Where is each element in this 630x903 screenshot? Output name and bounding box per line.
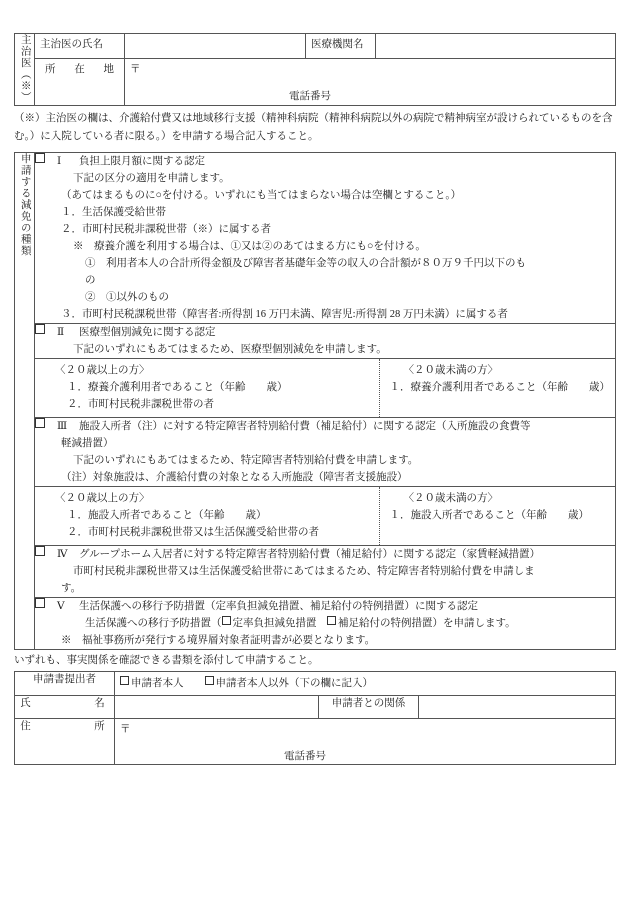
claim-item-3-right-heading: 〈２０歳未満の方〉 (403, 492, 498, 504)
claim-item-5-apply-opt2: 補足給付の特例措置 (338, 617, 433, 629)
claim-item-1-numeral: Ⅰ (57, 155, 62, 167)
doctor-name-value-cell[interactable] (125, 34, 306, 59)
applicant-address-label-cell (15, 718, 115, 764)
claim-item-1-subchoice-1-cont: の (85, 274, 96, 286)
claim-item-1-subchoice-1[interactable]: ① 利用者本人の合計所得金額及び障害者基礎年金等の収入の合計額が８０万９千円以下のも (85, 257, 526, 269)
institution-name-value-cell[interactable] (376, 34, 616, 59)
applicant-address-value-cell[interactable] (115, 718, 616, 764)
institution-name-label: 医療機関名 (311, 39, 364, 50)
applicant-address-label: 住 所 (20, 720, 113, 732)
applicant-name-value-cell[interactable] (115, 695, 319, 718)
checkbox-icon-supplementary-special[interactable] (327, 616, 336, 625)
claim-item-1-title: 負担上限月額に関する認定 (79, 155, 205, 167)
claim-item-2-title: 医療型個別減免に関する認定 (79, 326, 216, 338)
checkbox-icon-item-4[interactable] (35, 546, 45, 556)
submitter-option-self: 申請者本人 (131, 677, 184, 689)
applicant-info-table (14, 671, 616, 765)
doctor-name-label: 主治医の氏名 (40, 39, 103, 50)
claim-item-2[interactable] (35, 323, 616, 358)
claim-item-3-split (35, 486, 616, 545)
claim-item-2-left-item-2[interactable]: ２．市町村民税非課税世帯の者 (67, 398, 214, 410)
claim-item-3-title: 施設入所者（注）に対する特定障害者特別給付費（補足給付）に関する認定（入所施設の食費等 (79, 420, 531, 432)
claim-item-3-right-col (379, 487, 615, 545)
doctor-name-label-cell (35, 34, 125, 59)
doctor-side-label-text: 主治医（※） (19, 34, 31, 103)
doctor-tel-label: 電話番号 (289, 91, 331, 103)
claim-item-1-choice-2[interactable]: ２．市町村民税非課税世帯（※）に属する者 (61, 223, 271, 235)
submitter-option-other-suffix: （下の欄に記入） (289, 677, 373, 689)
applicant-name-value (115, 696, 318, 702)
claim-item-4-line-2: す。 (61, 582, 82, 594)
claim-item-5-apply-prefix: 生活保護への移行予防措置（ (85, 617, 222, 629)
claim-item-3-left-item-1[interactable]: １．施設入所者であること（年齢 歳） (67, 509, 267, 521)
claim-item-2-right-col (379, 359, 615, 417)
doctor-address-label: 所 在 地 (45, 64, 114, 75)
claim-item-5[interactable] (35, 597, 616, 649)
applicant-name-label: 氏 名 (20, 697, 113, 709)
claim-item-3-left-heading: 〈２０歳以上の方〉 (55, 492, 150, 504)
checkbox-icon-item-2[interactable] (35, 324, 45, 334)
claim-item-4[interactable] (35, 545, 616, 597)
institution-name-value (376, 34, 615, 40)
claim-item-3-left-col (35, 487, 379, 545)
doctor-address-value-cell[interactable] (125, 59, 616, 106)
submitter-label-cell (15, 671, 115, 695)
applicant-relation-label-cell (319, 695, 419, 718)
applicant-relation-value (419, 696, 615, 702)
claim-section-side-label (15, 152, 35, 649)
claim-item-3-line-1: 下記のいずれにもあてはまるため、特定障害者特別給付費を申請します。 (73, 454, 419, 466)
claim-item-3-ref-note: （注）対象施設は、介護給付費の対象となる入所施設（障害者支援施設） (61, 471, 408, 483)
claim-item-5-subnote: ※ 福祉事務所が発行する境界層対象者証明書が必要となります。 (61, 634, 376, 646)
claim-item-5-title: 生活保護への移行予防措置（定率負担減免措置、補足給付の特例措置）に関する認定 (79, 600, 478, 612)
doctor-section-side-label (15, 34, 35, 106)
claim-item-5-heading (35, 598, 615, 615)
claim-item-1-choice-3[interactable]: ３．市町村民税課税世帯（障害者:所得割 16 万円未満、障害児:所得割 28 万円未満）に属する者 (61, 308, 508, 320)
claim-item-3-title-cont: 軽減措置） (61, 437, 114, 449)
claim-item-4-heading (35, 546, 615, 563)
claim-item-2-right-heading: 〈２０歳未満の方〉 (403, 364, 498, 376)
claim-item-2-heading (35, 324, 615, 341)
checkbox-icon-applicant-self[interactable] (120, 676, 129, 685)
claim-item-4-line-1: 市町村民税非課税世帯又は生活保護受給世帯にあてはまるため、特定障害者特別給付費を申請しま (73, 565, 535, 577)
claim-item-3-left-item-2[interactable]: ２．市町村民税非課税世帯又は生活保護受給世帯の者 (67, 526, 319, 538)
doctor-info-table (14, 33, 616, 106)
claim-item-2-left-item-1[interactable]: １．療養介護利用者であること（年齢 歳） (67, 381, 288, 393)
claim-item-3-right-item-1[interactable]: １．施設入所者であること（年齢 歳） (389, 509, 589, 521)
claim-item-5-apply-opt1: 定率負担減免措置 (232, 617, 317, 629)
claim-item-2-line-1: 下記のいずれにもあてはまるため、医療型個別減免を申請します。 (73, 343, 387, 355)
doctor-note: （※）主治医の欄は、介護給付費又は地域移行支援（精神科病院（精神科病院以外の病院で精神病室が設けられているものを含む。）に入院している者に限る。）を申請する場合記入すること。 (14, 113, 613, 143)
applicant-name-label-cell (15, 695, 115, 718)
doctor-address-label-cell (35, 59, 125, 106)
claim-item-2-left-col (35, 359, 379, 417)
checkbox-icon-item-1[interactable] (35, 153, 45, 163)
claim-item-2-numeral: Ⅱ (57, 326, 65, 338)
checkbox-icon-item-3[interactable] (35, 418, 45, 428)
submitter-options-cell[interactable] (115, 671, 616, 695)
claim-item-3-split-table (35, 487, 615, 545)
claim-item-2-split (35, 358, 616, 417)
applicant-tel-label: 電話番号 (284, 751, 326, 763)
claim-item-1[interactable] (35, 152, 616, 323)
claim-item-4-title: グループホーム入居者に対する特定障害者特別給付費（補足給付）に関する認定（家賃軽減措置） (79, 548, 541, 560)
submitter-label: 申請書提出者 (33, 673, 96, 685)
claim-item-5-numeral: Ⅴ (57, 600, 65, 612)
checkbox-icon-applicant-other[interactable] (205, 676, 214, 685)
postal-mark-icon-applicant: 〒 (120, 723, 131, 735)
checkbox-icon-rate-reduction[interactable] (222, 616, 231, 625)
claim-item-1-choice-1[interactable]: １．生活保護受給世帯 (61, 206, 166, 218)
claim-item-5-apply-suffix: ）を申請します。 (432, 617, 516, 629)
claim-item-4-numeral: Ⅳ (57, 548, 68, 560)
claim-type-table (14, 152, 616, 650)
checkbox-icon-item-5[interactable] (35, 598, 45, 608)
claim-item-2-left-heading: 〈２０歳以上の方〉 (55, 364, 150, 376)
claim-item-3[interactable] (35, 417, 616, 486)
claim-item-1-subchoice-2[interactable]: ② ①以外のもの (85, 291, 169, 303)
claim-item-1-line-1: 下記の区分の適用を申請します。 (73, 172, 230, 184)
applicant-relation-value-cell[interactable] (419, 695, 616, 718)
claim-item-3-heading (35, 418, 615, 435)
attachment-note: いずれも、事実関係を確認できる書類を添付して申請すること。 (14, 654, 319, 666)
doctor-name-value (125, 34, 305, 40)
applicant-relation-label: 申請者との関係 (331, 697, 406, 709)
claim-side-label-text: 申請する減免の種類 (19, 152, 31, 257)
claim-item-3-numeral: Ⅲ (57, 420, 68, 432)
claim-item-2-right-item-1[interactable]: １．療養介護利用者であること（年齢 歳） (389, 381, 610, 393)
institution-name-label-cell (306, 34, 376, 59)
submitter-options (115, 672, 615, 695)
claim-item-2-split-table (35, 359, 615, 417)
claim-item-1-subnote: ※ 療養介護を利用する場合は、①又は②のあてはまる方にも○を付ける。 (73, 240, 426, 252)
claim-item-1-heading (35, 153, 615, 170)
submitter-option-other: 申請者本人以外 (215, 677, 289, 689)
claim-item-5-apply-line (35, 615, 615, 632)
postal-mark-icon: 〒 (130, 64, 141, 75)
claim-item-1-line-2: （あてはまるものに○を付ける。いずれにも当てはまらない場合は空欄とすること。） (61, 189, 462, 201)
form-page (14, 0, 615, 765)
